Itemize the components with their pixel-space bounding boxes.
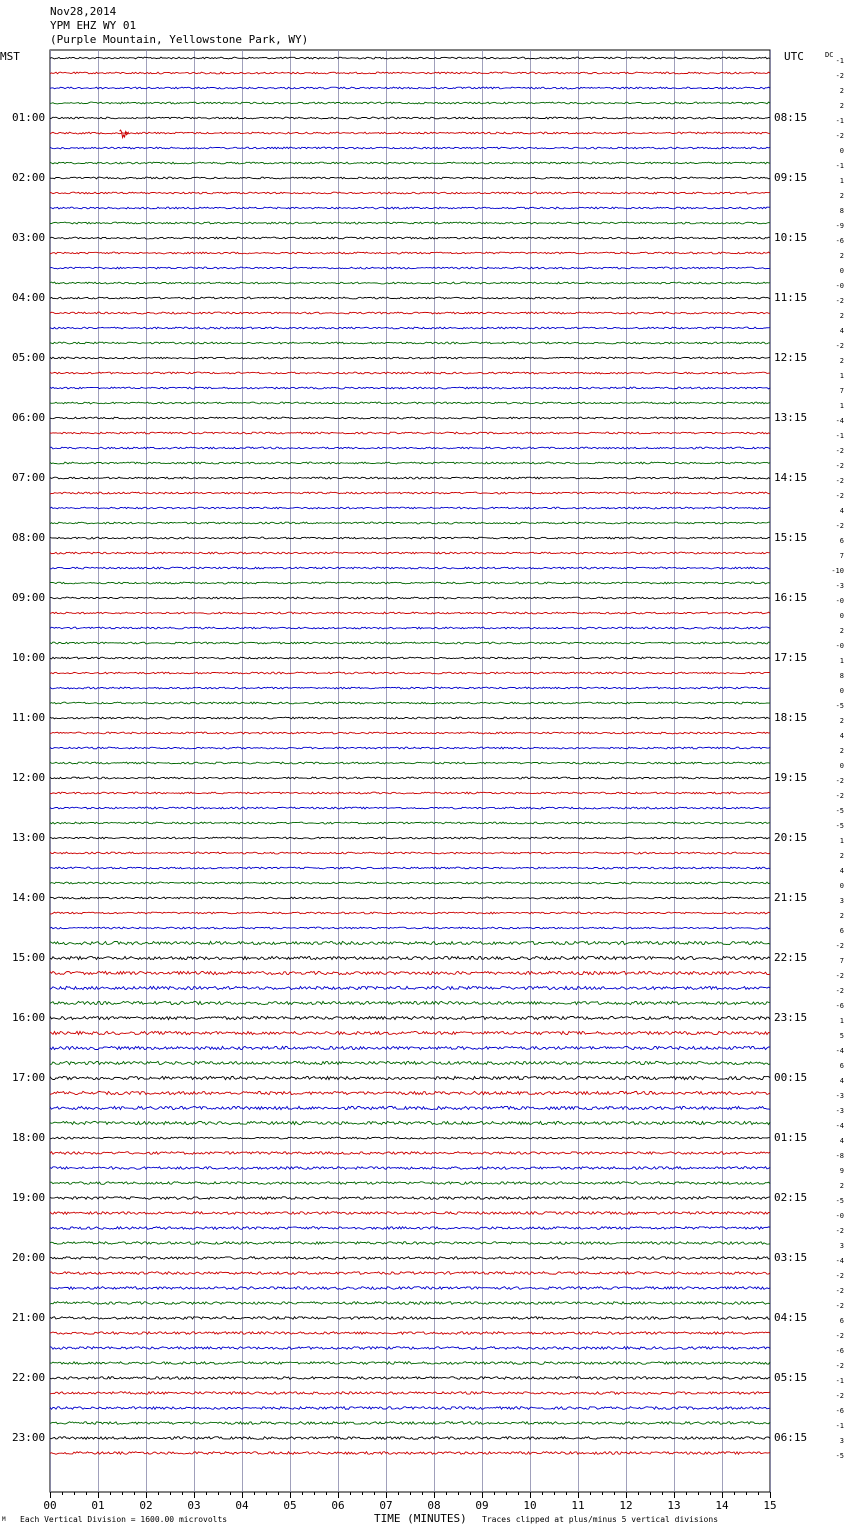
seismic-trace — [50, 312, 770, 314]
right-hour-label: 10:15 — [774, 231, 808, 244]
left-hour-label: 07:00 — [12, 471, 46, 484]
dc-offset-label: 2 — [839, 747, 844, 755]
seismic-trace — [50, 986, 770, 989]
left-hour-label: 14:00 — [12, 891, 46, 904]
x-tick-label: 10 — [523, 1499, 537, 1512]
dc-offset-label: -2 — [835, 972, 844, 980]
seismic-trace — [50, 882, 770, 884]
seismic-trace — [50, 207, 770, 209]
left-hour-label: 05:00 — [12, 351, 46, 364]
dc-offset-label: 0 — [839, 612, 844, 620]
dc-offset-label: -2 — [835, 462, 844, 470]
seismic-trace — [50, 87, 770, 89]
seismic-trace — [50, 1242, 770, 1245]
dc-offset-label: 1 — [839, 372, 844, 380]
right-hour-label: 16:15 — [774, 591, 808, 604]
dc-offset-label: 6 — [839, 537, 844, 545]
dc-offset-label: 1 — [839, 1017, 844, 1025]
dc-offset-label: 7 — [839, 387, 844, 395]
left-hour-label: 01:00 — [12, 111, 46, 124]
dc-offset-label: -2 — [835, 132, 844, 140]
left-hour-label: 08:00 — [12, 531, 46, 544]
dc-offset-label: 0 — [839, 687, 844, 695]
dc-offset-label: -5 — [835, 807, 844, 815]
footer-mark: M — [2, 1516, 6, 1523]
dc-offset-label: -10 — [831, 567, 844, 575]
x-tick-label: 02 — [139, 1499, 153, 1512]
dc-offset-label: -2 — [835, 1302, 844, 1310]
dc-offset-label: -2 — [835, 942, 844, 950]
right-hour-label: 02:15 — [774, 1191, 808, 1204]
right-hour-label: 13:15 — [774, 411, 808, 424]
dc-offset-label: -2 — [835, 492, 844, 500]
vertical-scale-note: Each Vertical Division = 1600.00 microvolts — [20, 1515, 228, 1524]
dc-offset-label: 1 — [839, 177, 844, 185]
x-tick-label: 12 — [619, 1499, 633, 1512]
dc-offset-label: -3 — [835, 1107, 844, 1115]
seismic-trace — [50, 237, 770, 239]
record-date: Nov28,2014 — [50, 5, 117, 18]
right-hour-label: 09:15 — [774, 171, 808, 184]
left-hour-label: 20:00 — [12, 1251, 46, 1264]
x-tick-label: 05 — [283, 1499, 297, 1512]
dc-offset-label: -1 — [835, 1422, 844, 1430]
dc-offset-label: -2 — [835, 477, 844, 485]
dc-offset-label: 5 — [839, 1032, 844, 1040]
seismic-trace — [50, 417, 770, 419]
seismic-trace — [50, 597, 770, 599]
seismic-trace — [50, 1422, 770, 1425]
dc-offset-label: -1 — [835, 162, 844, 170]
seismic-trace — [50, 117, 770, 119]
seismic-trace — [50, 1212, 770, 1215]
dc-offset-label: -0 — [835, 642, 844, 650]
seismic-trace — [50, 477, 770, 479]
dc-offset-label: -5 — [835, 1197, 844, 1205]
x-tick-label: 11 — [571, 1499, 585, 1512]
dc-offset-label: -2 — [835, 72, 844, 80]
dc-offset-label: -1 — [835, 432, 844, 440]
right-hour-label: 04:15 — [774, 1311, 808, 1324]
dc-offset-label: 3 — [839, 1437, 844, 1445]
seismic-trace — [50, 807, 770, 809]
seismic-trace — [50, 971, 770, 974]
right-hour-label: 01:15 — [774, 1131, 808, 1144]
plot-frame — [50, 50, 770, 1492]
right-hour-label: 14:15 — [774, 471, 808, 484]
seismic-trace — [50, 717, 770, 719]
dc-offset-label: -2 — [835, 1272, 844, 1280]
seismic-trace — [50, 252, 770, 254]
right-hour-label: 19:15 — [774, 771, 808, 784]
right-hour-label: 11:15 — [774, 291, 808, 304]
dc-offset-label: -2 — [835, 1392, 844, 1400]
clip-note: Traces clipped at plus/minus 5 vertical divisions — [482, 1515, 719, 1524]
left-hour-label: 17:00 — [12, 1071, 46, 1084]
dc-offset-label: 1 — [839, 657, 844, 665]
seismic-trace — [50, 1377, 770, 1380]
seismic-trace — [50, 177, 770, 179]
dc-offset-label: 2 — [839, 627, 844, 635]
dc-offset-label: 2 — [839, 312, 844, 320]
seismic-trace — [50, 732, 770, 734]
left-hour-label: 02:00 — [12, 171, 46, 184]
dc-offset-label: 3 — [839, 897, 844, 905]
dc-offset-label: -5 — [835, 702, 844, 710]
dc-offset-label: 0 — [839, 147, 844, 155]
dc-offset-label: -5 — [835, 822, 844, 830]
seismic-trace — [50, 372, 770, 374]
dc-offset-label: -2 — [835, 1332, 844, 1340]
dc-offset-label: 7 — [839, 957, 844, 965]
right-hour-label: 20:15 — [774, 831, 808, 844]
dc-offset-label: 9 — [839, 1167, 844, 1175]
dc-offset-label: -2 — [835, 1227, 844, 1235]
dc-offset-label: 8 — [839, 207, 844, 215]
dc-offset-label: 4 — [839, 732, 844, 740]
seismic-trace — [50, 702, 770, 704]
dc-offset-label: -4 — [835, 1122, 844, 1130]
right-timezone-label: UTC — [784, 50, 804, 63]
dc-offset-label: -0 — [835, 1212, 844, 1220]
seismic-trace — [50, 522, 770, 524]
dc-offset-label: -2 — [835, 447, 844, 455]
dc-offset-label: 4 — [839, 867, 844, 875]
dc-column-label: DC — [825, 51, 834, 59]
left-hour-label: 22:00 — [12, 1371, 46, 1384]
seismic-trace — [50, 1272, 770, 1275]
dc-offset-label: 4 — [839, 327, 844, 335]
x-tick-label: 00 — [43, 1499, 57, 1512]
seismic-trace — [50, 582, 770, 584]
dc-offset-label: 2 — [839, 852, 844, 860]
seismic-trace — [50, 1257, 770, 1260]
dc-offset-label: 6 — [839, 1317, 844, 1325]
dc-offset-label: -2 — [835, 777, 844, 785]
dc-offset-label: -6 — [835, 1347, 844, 1355]
dc-offset-label: 8 — [839, 672, 844, 680]
seismic-trace — [50, 192, 770, 194]
dc-offset-label: 3 — [839, 1242, 844, 1250]
seismic-trace — [50, 1317, 770, 1320]
right-hour-label: 18:15 — [774, 711, 808, 724]
station-code: YPM EHZ WY 01 — [50, 19, 137, 32]
seismic-trace — [50, 1392, 770, 1395]
right-hour-label: 21:15 — [774, 891, 808, 904]
seismic-trace — [50, 1437, 770, 1440]
dc-offset-label: 4 — [839, 1137, 844, 1145]
seismic-trace — [50, 1046, 770, 1049]
right-hour-label: 12:15 — [774, 351, 808, 364]
seismic-trace — [50, 1227, 770, 1230]
right-hour-label: 15:15 — [774, 531, 808, 544]
dc-offset-label: -0 — [835, 597, 844, 605]
seismic-trace — [50, 462, 770, 464]
dc-offset-label: 6 — [839, 1062, 844, 1070]
dc-offset-label: -6 — [835, 237, 844, 245]
seismic-trace — [50, 357, 770, 359]
dc-offset-label: 2 — [839, 192, 844, 200]
right-hour-label: 00:15 — [774, 1071, 808, 1084]
dc-offset-label: -2 — [835, 297, 844, 305]
x-tick-label: 03 — [187, 1499, 201, 1512]
dc-offset-label: -2 — [835, 1287, 844, 1295]
seismic-trace — [50, 1061, 770, 1064]
seismic-trace — [50, 72, 770, 74]
seismic-trace — [50, 1137, 770, 1139]
seismic-trace — [50, 1121, 770, 1124]
dc-offset-label: -2 — [835, 342, 844, 350]
seismic-trace — [50, 627, 770, 629]
seismic-trace — [50, 1152, 770, 1155]
seismic-trace — [50, 102, 770, 104]
seismic-trace — [50, 552, 770, 554]
seismic-trace — [50, 1016, 770, 1019]
seismic-trace — [50, 612, 770, 614]
seismic-trace — [50, 1001, 770, 1004]
dc-offset-label: -2 — [835, 987, 844, 995]
dc-offset-label: 0 — [839, 267, 844, 275]
left-hour-label: 16:00 — [12, 1011, 46, 1024]
dc-offset-label: -1 — [835, 1377, 844, 1385]
seismic-trace — [50, 1091, 770, 1094]
dc-offset-label: -5 — [835, 1452, 844, 1460]
dc-offset-label: 2 — [839, 357, 844, 365]
x-tick-label: 04 — [235, 1499, 249, 1512]
seismic-trace — [50, 1197, 770, 1200]
seismic-trace — [50, 1347, 770, 1350]
dc-offset-label: 2 — [839, 87, 844, 95]
seismic-trace — [50, 1076, 770, 1079]
left-hour-label: 10:00 — [12, 651, 46, 664]
dc-offset-label: 1 — [839, 402, 844, 410]
seismic-trace — [50, 297, 770, 299]
dc-offset-label: 0 — [839, 762, 844, 770]
right-hour-label: 05:15 — [774, 1371, 808, 1384]
seismic-trace — [50, 837, 770, 839]
seismic-trace — [50, 147, 770, 149]
seismic-trace — [50, 1407, 770, 1410]
seismic-trace — [50, 1302, 770, 1305]
dc-offset-label: 6 — [839, 927, 844, 935]
seismic-trace — [50, 927, 770, 929]
dc-offset-label: 1 — [839, 837, 844, 845]
left-hour-label: 12:00 — [12, 771, 46, 784]
seismic-trace — [50, 956, 770, 959]
seismic-trace — [50, 792, 770, 794]
seismic-trace — [50, 267, 770, 269]
dc-offset-label: 7 — [839, 552, 844, 560]
seismic-trace — [50, 1332, 770, 1335]
dc-offset-label: -6 — [835, 1002, 844, 1010]
seismic-trace — [50, 1167, 770, 1170]
seismic-trace — [50, 387, 770, 389]
seismic-trace — [50, 912, 770, 914]
dc-offset-label: 0 — [839, 882, 844, 890]
seismic-trace — [50, 852, 770, 854]
dc-offset-label: -0 — [835, 282, 844, 290]
dc-offset-label: 2 — [839, 1182, 844, 1190]
left-hour-label: 03:00 — [12, 231, 46, 244]
dc-offset-label: -8 — [835, 1152, 844, 1160]
left-hour-label: 11:00 — [12, 711, 46, 724]
dc-offset-label: 2 — [839, 102, 844, 110]
left-hour-label: 23:00 — [12, 1431, 46, 1444]
right-hour-label: 17:15 — [774, 651, 808, 664]
seismic-trace — [50, 1031, 770, 1034]
x-tick-label: 13 — [667, 1499, 681, 1512]
dc-offset-label: 2 — [839, 912, 844, 920]
left-hour-label: 21:00 — [12, 1311, 46, 1324]
left-hour-label: 06:00 — [12, 411, 46, 424]
seismic-trace — [50, 507, 770, 509]
dc-offset-label: 4 — [839, 1077, 844, 1085]
left-hour-label: 15:00 — [12, 951, 46, 964]
left-hour-label: 18:00 — [12, 1131, 46, 1144]
seismic-trace — [50, 537, 770, 539]
seismic-trace — [50, 567, 770, 569]
seismic-trace — [50, 1452, 770, 1455]
seismic-trace — [50, 1106, 770, 1109]
station-location: (Purple Mountain, Yellowstone Park, WY) — [50, 33, 309, 46]
seismic-trace — [50, 941, 770, 944]
seismic-trace — [50, 657, 770, 659]
x-tick-label: 01 — [91, 1499, 105, 1512]
seismic-trace — [50, 282, 770, 284]
x-tick-label: 15 — [763, 1499, 777, 1512]
x-tick-label: 07 — [379, 1499, 393, 1512]
seismic-trace — [50, 822, 770, 824]
seismic-trace — [50, 447, 770, 449]
left-timezone-label: MST — [0, 50, 20, 63]
dc-offset-label: -4 — [835, 417, 844, 425]
right-hour-label: 22:15 — [774, 951, 808, 964]
dc-offset-label: -1 — [835, 57, 844, 65]
dc-offset-label: -9 — [835, 222, 844, 230]
right-hour-label: 03:15 — [774, 1251, 808, 1264]
dc-offset-label: 2 — [839, 717, 844, 725]
seismic-trace — [50, 342, 770, 344]
right-hour-label: 06:15 — [774, 1431, 808, 1444]
seismic-trace — [50, 897, 770, 899]
seismic-trace — [50, 492, 770, 494]
left-hour-label: 13:00 — [12, 831, 46, 844]
dc-offset-label: -3 — [835, 582, 844, 590]
seismic-trace — [50, 432, 770, 434]
seismic-trace — [50, 867, 770, 869]
x-axis-title: TIME (MINUTES) — [374, 1512, 467, 1525]
dc-offset-label: -4 — [835, 1257, 844, 1265]
seismic-trace — [50, 777, 770, 779]
seismic-trace — [50, 222, 770, 224]
dc-offset-label: 2 — [839, 252, 844, 260]
dc-offset-label: -2 — [835, 522, 844, 530]
seismic-trace — [50, 57, 770, 59]
seismic-trace — [50, 132, 770, 134]
seismic-trace — [50, 1362, 770, 1365]
seismic-trace — [50, 762, 770, 764]
x-tick-label: 06 — [331, 1499, 345, 1512]
left-hour-label: 19:00 — [12, 1191, 46, 1204]
dc-offset-label: 4 — [839, 507, 844, 515]
left-hour-label: 09:00 — [12, 591, 46, 604]
seismic-trace — [50, 1182, 770, 1185]
dc-offset-label: -6 — [835, 1407, 844, 1415]
seismic-trace — [50, 402, 770, 404]
dc-offset-label: -2 — [835, 1362, 844, 1370]
dc-offset-label: -2 — [835, 792, 844, 800]
dc-offset-label: -4 — [835, 1047, 844, 1055]
seismic-trace — [50, 687, 770, 689]
x-tick-label: 09 — [475, 1499, 489, 1512]
seismic-trace — [50, 327, 770, 329]
dc-offset-label: -3 — [835, 1092, 844, 1100]
left-hour-label: 04:00 — [12, 291, 46, 304]
dc-offset-label: -1 — [835, 117, 844, 125]
x-tick-label: 08 — [427, 1499, 441, 1512]
x-tick-label: 14 — [715, 1499, 729, 1512]
seismic-trace — [50, 1287, 770, 1290]
seismic-trace — [50, 162, 770, 164]
seismic-trace — [50, 747, 770, 749]
right-hour-label: 23:15 — [774, 1011, 808, 1024]
seismic-trace — [50, 642, 770, 644]
right-hour-label: 08:15 — [774, 111, 808, 124]
seismic-trace — [50, 672, 770, 674]
